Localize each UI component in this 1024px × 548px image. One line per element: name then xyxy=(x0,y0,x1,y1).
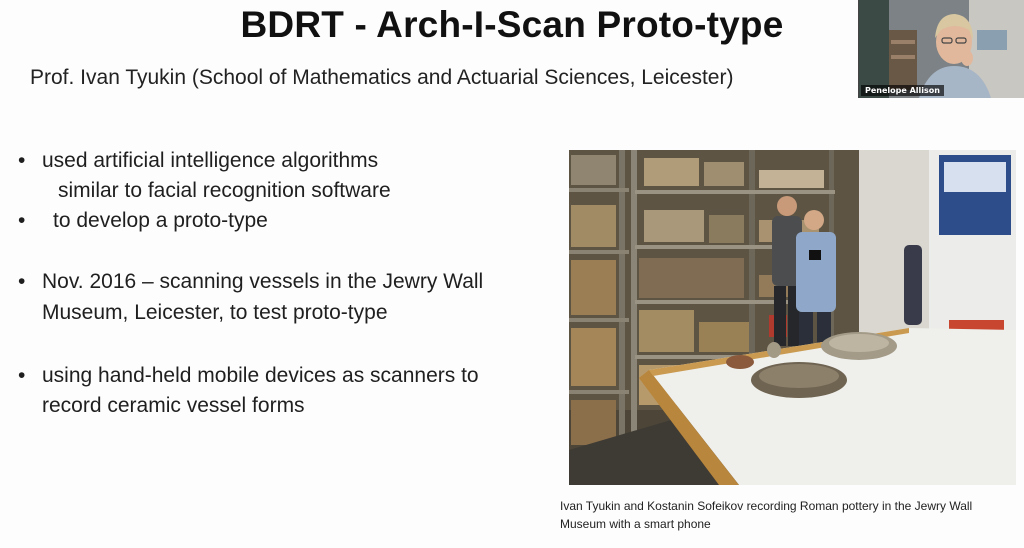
participant-video-tile[interactable] xyxy=(858,0,1024,98)
museum-storeroom-photo xyxy=(569,150,1016,485)
photo-illustration xyxy=(569,150,1016,485)
bullet-text: using hand-held mobile devices as scanners to xyxy=(42,364,479,387)
participant-name-label: Penelope Allison xyxy=(861,85,944,96)
bullet-text: Nov. 2016 – scanning vessels in the Jewry Wall xyxy=(42,270,484,293)
bullet-text: similar to facial recognition software xyxy=(58,179,391,202)
slide-title: BDRT - Arch-I-Scan Proto-type xyxy=(240,4,784,45)
bullet-text: record ceramic vessel forms xyxy=(42,394,305,417)
bullet-marker: • xyxy=(18,270,26,293)
photo-caption: Ivan Tyukin and Kostanin Sofeikov recording Roman pottery in the Jewry Wall Museum with a smart phone xyxy=(560,499,973,531)
bullet-marker: • xyxy=(18,209,26,232)
bullet-text: Museum, Leicester, to test proto-type xyxy=(42,301,388,324)
bullet-marker: • xyxy=(18,364,26,387)
bullet-marker: • xyxy=(18,149,26,172)
bullet-text: to develop a proto-type xyxy=(53,209,268,232)
bullet-text: used artificial intelligence algorithms xyxy=(42,149,379,172)
slide-subtitle: Prof. Ivan Tyukin (School of Mathematics and Actuarial Sciences, Leicester) xyxy=(30,66,734,89)
participant-video-feed xyxy=(859,0,1024,98)
